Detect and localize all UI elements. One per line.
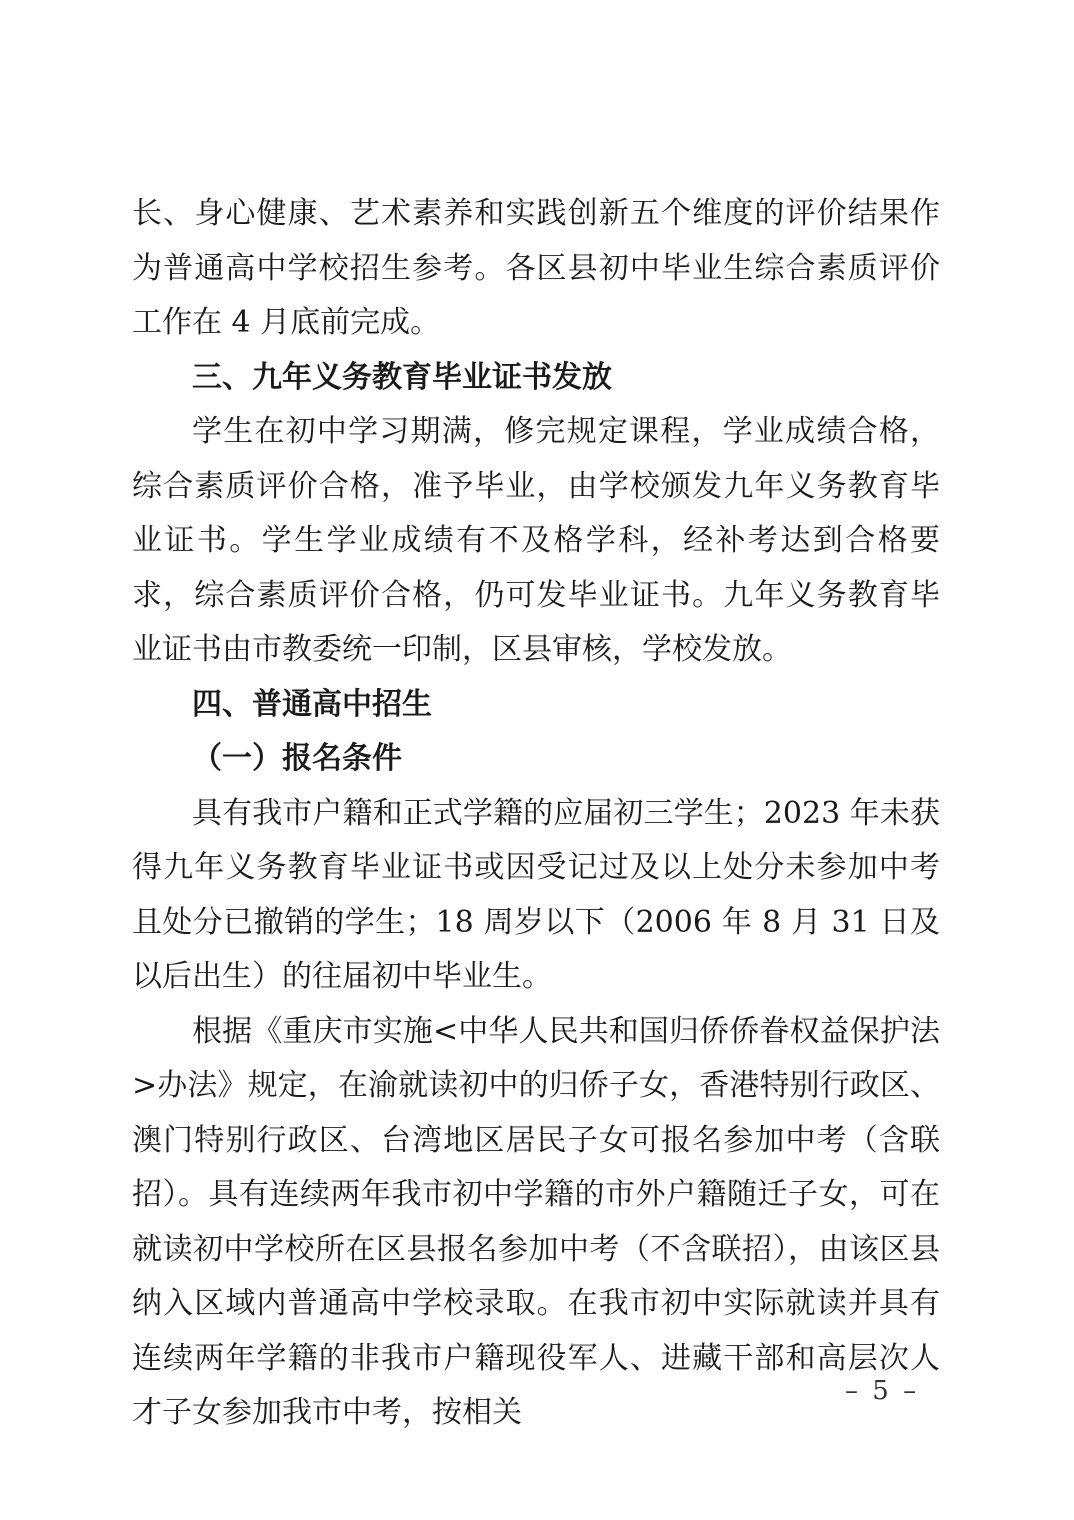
- paragraph-eligibility: 具有我市户籍和正式学籍的应届初三学生；2023 年未获得九年义务教育毕业证书或因受记过及以上处分未参加中考且处分已撤销的学生；18 周岁以下（2006 年 8 月 31 日及以后出生）的往届初中毕业生。: [132, 795, 940, 994]
- document-content: [132, 187, 940, 1441]
- section-heading-four: 四、普通高中招生: [192, 686, 432, 722]
- paragraph-special-cases: 根据《重庆市实施<中华人民共和国归侨侨眷权益保护法>办法》规定，在渝就读初中的归侨子女，香港特别行政区、澳门特别行政区、台湾地区居民子女可报名参加中考（含联招）。具有连续两年我市初中学籍的市外户籍随迁子女，可在就读初中学校所在区县报名参加中考（不含联招），由该区县纳入区域内普通高中学校录取。在我市初中实际就读并具有连续两年学籍的非我市户籍现役军人、进藏干部和高层次人才子女参加我市中考，按相关: [132, 1013, 940, 1430]
- page-number: – 5 –: [845, 1376, 920, 1406]
- subsection-heading-registration-conditions: （一）报名条件: [192, 741, 402, 776]
- section-heading-three: 三、九年义务教育毕业证书发放: [192, 359, 612, 395]
- paragraph-continuation: 长、身心健康、艺术素养和实践创新五个维度的评价结果作为普通高中学校招生参考。各区县初中毕业生综合素质评价工作在 4 月底前完成。: [132, 196, 940, 340]
- paragraph-certificate-issuance: 学生在初中学习期满，修完规定课程，学业成绩合格，综合素质评价合格，准予毕业，由学校颁发九年义务教育毕业证书。学生学业成绩有不及格学科，经补考达到合格要求，综合素质评价合格，仍可发毕业证书。九年义务教育毕业证书由市教委统一印制，区县审核，学校发放。: [132, 414, 940, 667]
